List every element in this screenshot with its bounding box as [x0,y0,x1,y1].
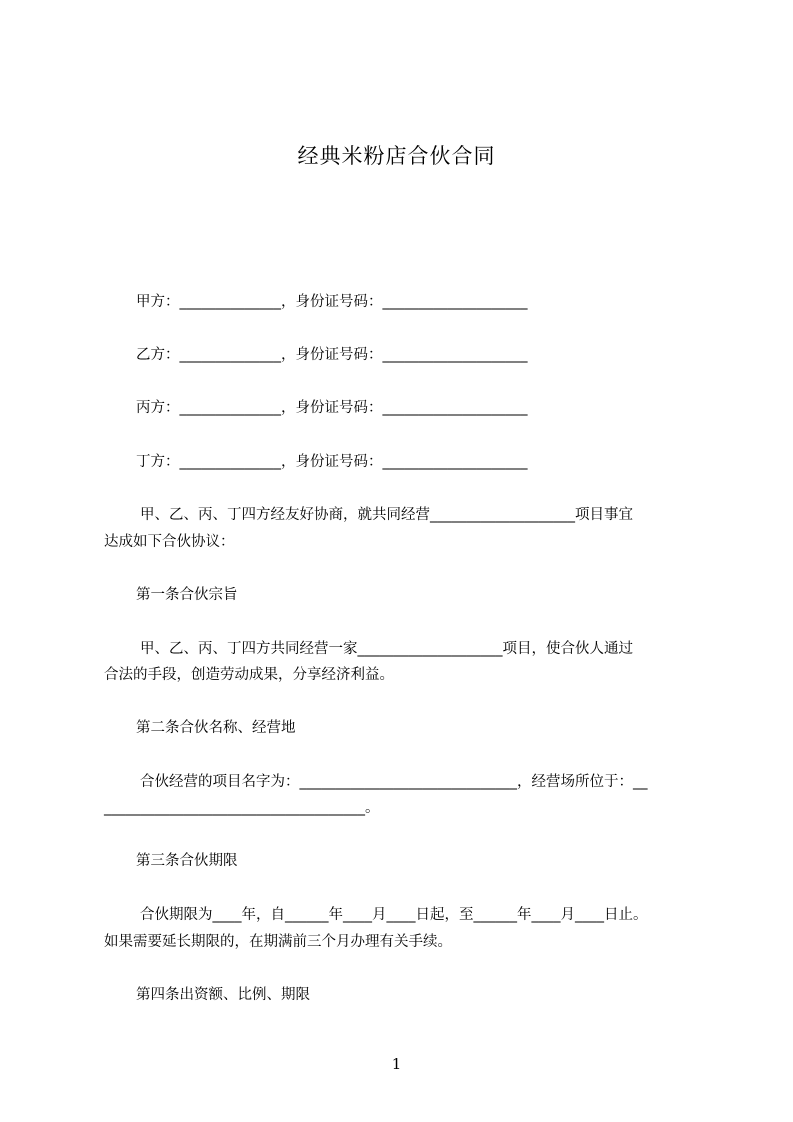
article-4-heading: 第四条出资额、比例、期限 [136,987,310,1003]
article-2-line-2: ____________________________________。 [104,800,380,816]
article-1-heading: 第一条合伙宗旨 [136,587,238,603]
party-d-line: 丁方：______________，身份证号码：____________________ [136,454,528,470]
document-title: 经典米粉店合伙合同 [297,144,496,168]
article-2-line-1: 合伙经营的项目名字为：______________________________，经营场所位于：__ [140,774,648,790]
party-c-line: 丙方：______________，身份证号码：____________________ [136,400,528,416]
article-2-heading: 第二条合伙名称、经营地 [136,720,296,736]
article-1-line-1: 甲、乙、丙、丁四方共同经营一家____________________项目，使合伙人通过 [140,641,633,657]
article-3-line-2: 如果需要延长期限的，在期满前三个月办理有关手续。 [104,934,452,950]
intro-line-2: 达成如下合伙协议： [104,534,235,550]
page-number: 1 [391,1055,402,1073]
intro-line-1: 甲、乙、丙、丁四方经友好协商，就共同经营____________________项目事宜 [140,507,633,523]
party-a-line: 甲方：______________，身份证号码：____________________ [136,294,528,310]
party-b-line: 乙方：______________，身份证号码：____________________ [136,347,528,363]
article-3-heading: 第三条合伙期限 [136,853,238,869]
article-1-line-2: 合法的手段，创造劳动成果，分享经济利益。 [104,667,394,683]
article-3-line-1: 合伙期限为____年，自______年____月____日起，至______年____月____日止。 [140,907,648,923]
